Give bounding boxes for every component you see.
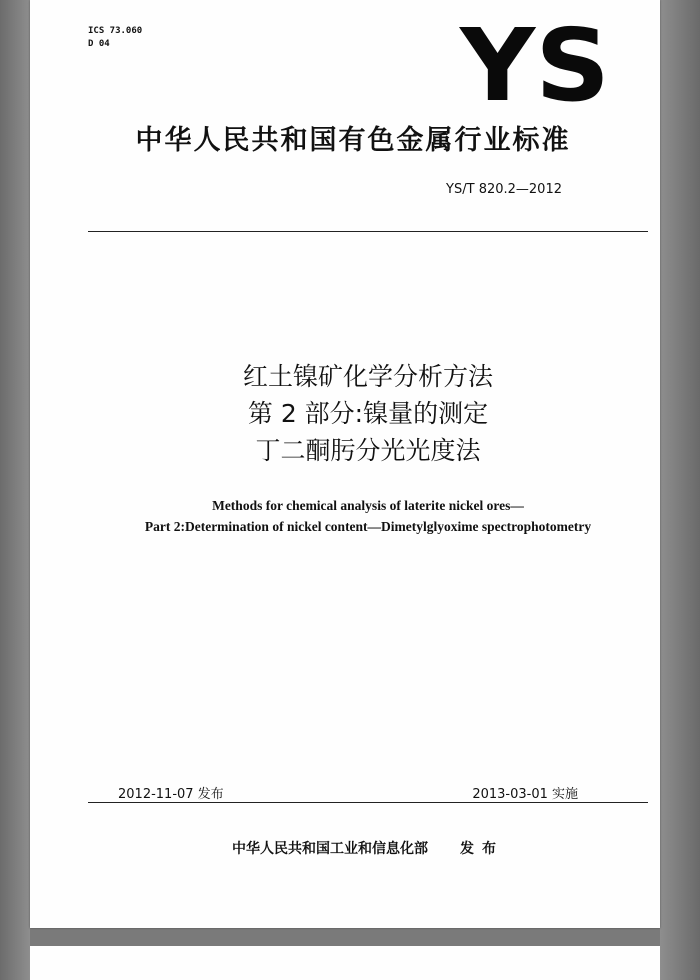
next-page-edge — [30, 946, 660, 980]
implementation-date: 2013-03-01 实施 — [472, 787, 578, 802]
standard-type-title: 中华人民共和国有色金属行业标准 — [135, 125, 571, 156]
footer-divider — [88, 802, 648, 803]
english-title-line-1: Methods for chemical analysis of laterite nickel ores— — [212, 498, 524, 513]
chinese-title — [88, 358, 648, 469]
english-title-line-2: Part 2:Determination of nickel content—Dimetylglyoxime spectrophotometry — [144, 519, 592, 534]
ys-logo — [455, 12, 615, 107]
ys-logo-text: YS — [458, 12, 610, 107]
document-page — [30, 0, 660, 928]
english-title — [88, 495, 648, 537]
chinese-title-line-2: 第 2 部分:镍量的测定 — [247, 399, 489, 428]
scan-background-left — [0, 0, 30, 980]
ccs-code: D 04 — [88, 39, 110, 49]
publisher-line — [88, 838, 648, 858]
classification-codes — [88, 25, 142, 51]
publisher-name: 中华人民共和国工业和信息化部 — [232, 841, 428, 857]
chinese-title-line-3: 丁二酮肟分光光度法 — [255, 436, 481, 465]
publisher-action: 发布 — [460, 841, 504, 857]
scan-background-right — [660, 0, 700, 980]
chinese-title-line-1: 红土镍矿化学分析方法 — [242, 362, 493, 391]
issue-date: 2012-11-07 发布 — [118, 787, 224, 802]
header-divider — [88, 231, 648, 232]
standard-number: YS/T 820.2—2012 — [446, 182, 562, 197]
ics-code: ICS 73.060 — [88, 26, 143, 36]
